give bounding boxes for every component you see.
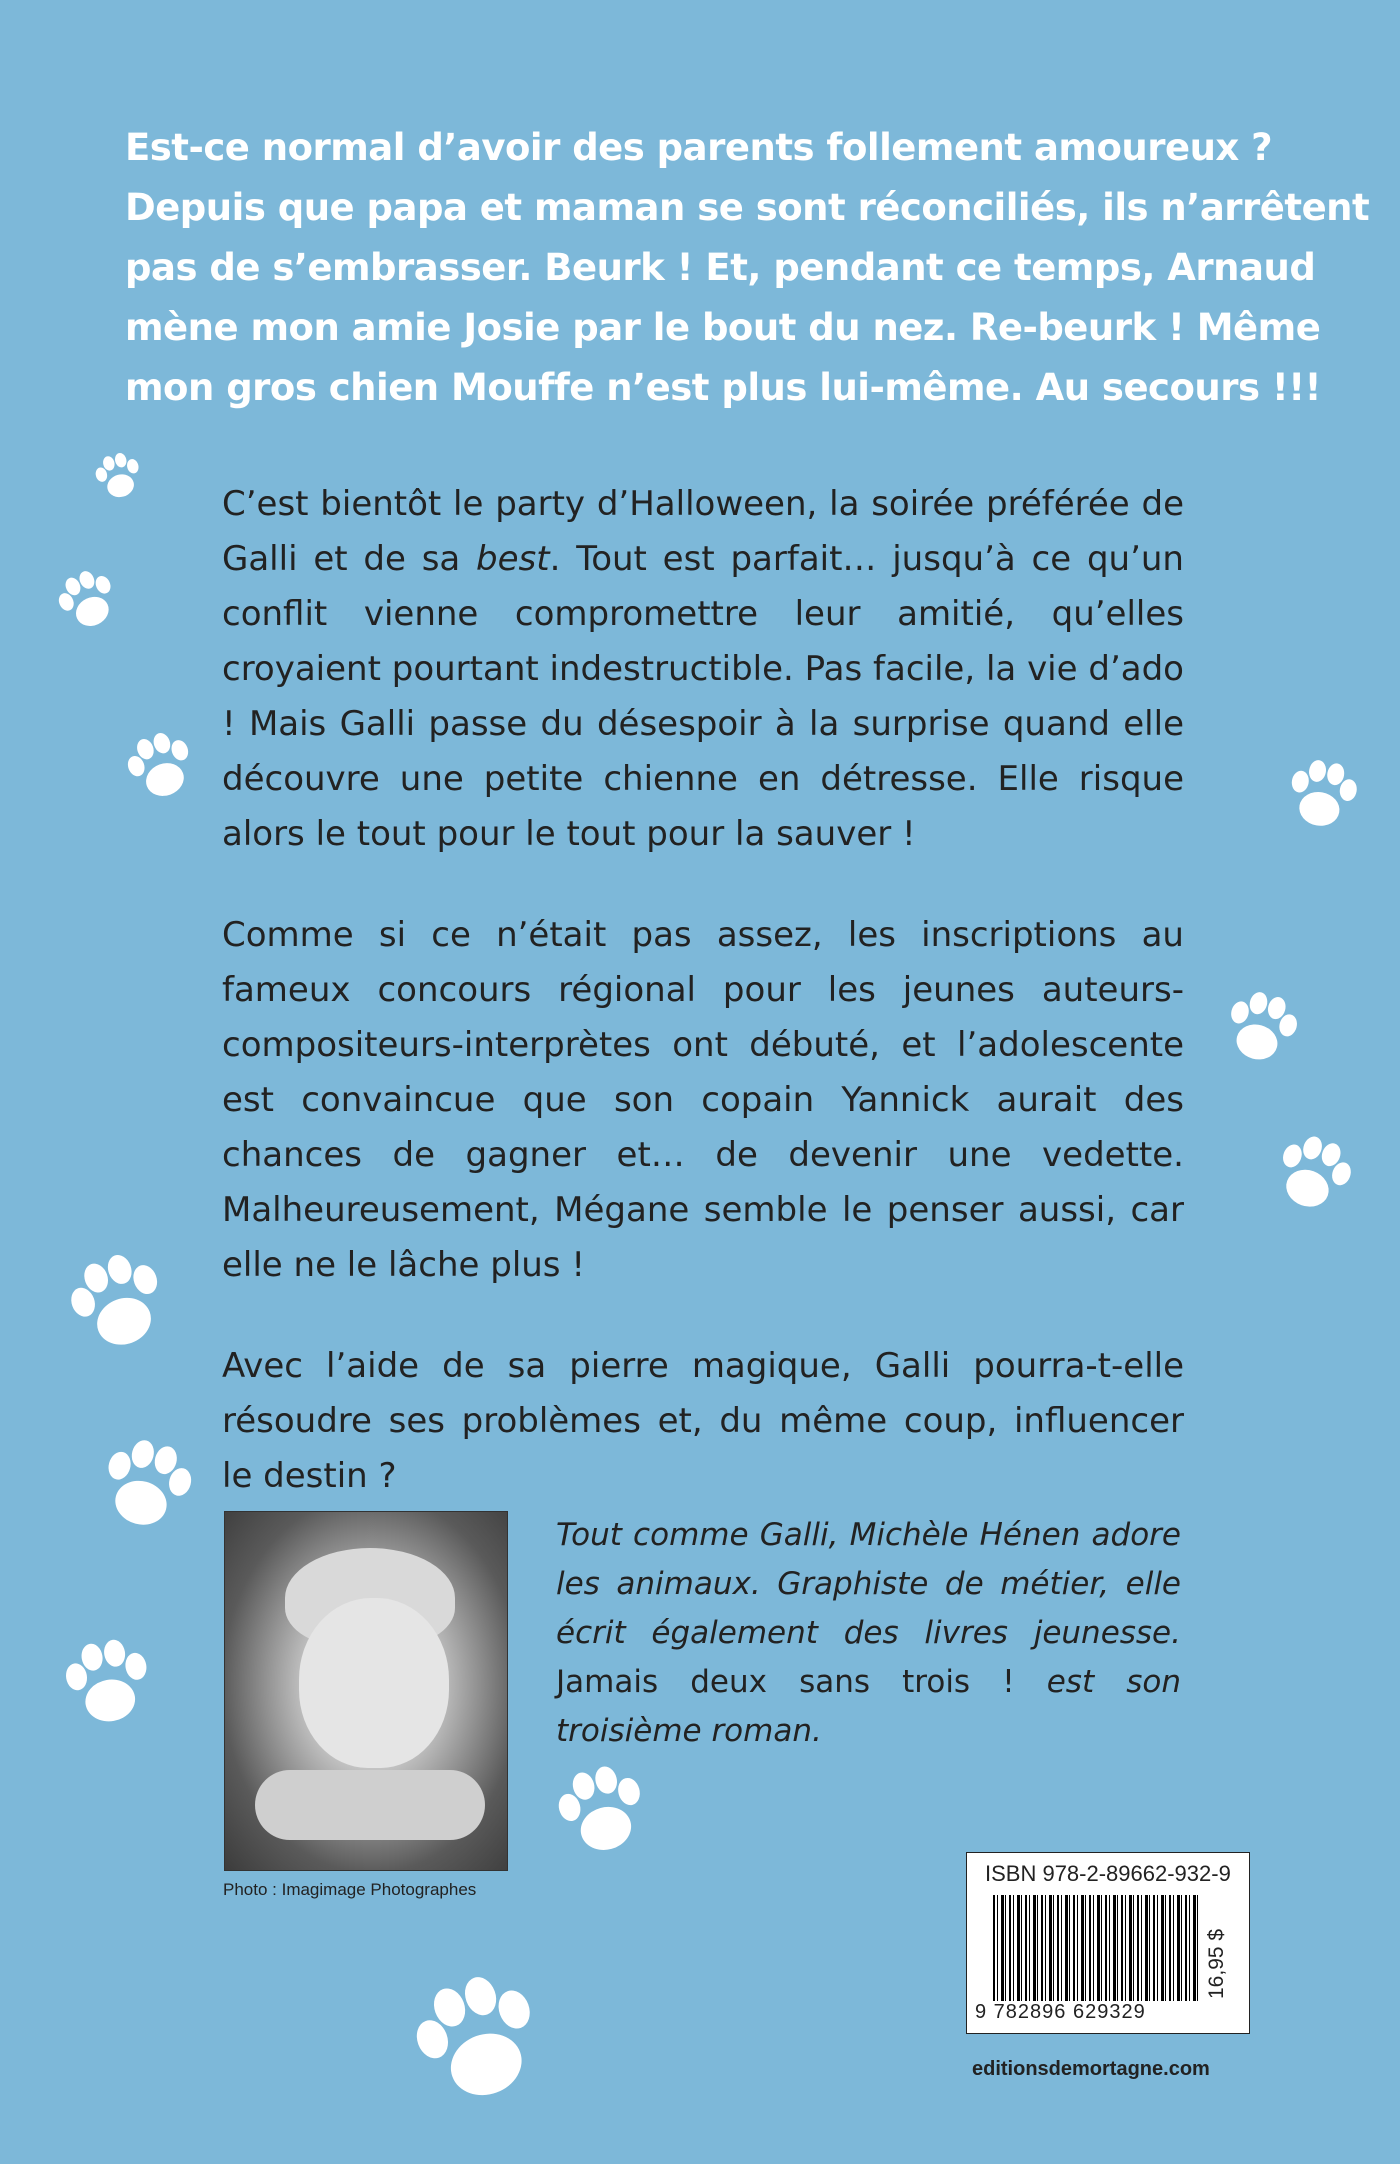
paw-print-icon xyxy=(1218,984,1304,1070)
synopsis-paragraph xyxy=(222,477,1184,862)
teaser-text xyxy=(125,118,1370,418)
author-bio-text: Tout comme Galli, Michèle Hénen adore les animaux. Graphiste de métier, elle écrit également des livres jeunesse. xyxy=(556,1517,1181,1651)
paw-print-icon xyxy=(55,1630,159,1734)
synopsis-text: . Tout est parfait… jusqu’à ce qu’un conflit vienne compromettre leur amitié, qu’elles croyaient pourtant indestructible. Pas facile, la vie d’ado ! Mais Galli passe du désespoir à la surprise quand elle découvre une petite chienne en détresse. Elle risque alors le tout pour le tout pour la sauver ! xyxy=(222,539,1184,854)
price-label: 16,95 $ xyxy=(1205,1928,1228,1999)
author-bio xyxy=(556,1511,1181,1756)
book-title: Jamais deux sans trois ! xyxy=(556,1664,1015,1700)
paw-print-icon xyxy=(92,1430,200,1538)
publisher-website: editionsdemortagne.com xyxy=(972,2058,1210,2080)
barcode-box xyxy=(966,1852,1250,2034)
teaser-line: pas de s’embrasser. Beurk ! Et, pendant ce temps, Arnaud xyxy=(125,246,1316,289)
paw-print-icon xyxy=(90,448,146,504)
author-photo xyxy=(224,1511,508,1871)
teaser-line: mon gros chien Mouffe n’est plus lui-même. Au secours !!! xyxy=(125,366,1322,409)
isbn-label: ISBN 978-2-89662-932-9 xyxy=(985,1861,1231,1886)
paw-print-icon xyxy=(120,726,200,806)
teaser-line: mène mon amie Josie par le bout du nez. Re-beurk ! Même xyxy=(125,306,1321,349)
paw-print-icon xyxy=(548,1757,654,1863)
barcode-bars xyxy=(993,1895,1199,2001)
paw-print-icon xyxy=(52,565,122,635)
author-photo-face xyxy=(299,1598,449,1768)
synopsis-text: C’est bientôt le party d’Halloween, la soirée préférée de Galli et de sa xyxy=(222,484,1184,579)
synopsis-emphasis: best xyxy=(476,539,550,579)
author-photo-arm xyxy=(255,1770,485,1840)
barcode-digits: 9 782896 629329 xyxy=(975,2001,1146,2023)
paw-print-icon xyxy=(402,1964,552,2114)
synopsis-paragraph: Avec l’aide de sa pierre magique, Galli pourra-t-elle résoudre ses problèmes et, du même coup, influencer le destin ? xyxy=(222,1346,1184,1496)
paw-print-icon xyxy=(1268,1128,1358,1218)
book-synopsis xyxy=(222,477,1184,1550)
paw-print-icon xyxy=(1280,752,1364,836)
teaser-line: Depuis que papa et maman se sont réconciliés, ils n’arrêtent xyxy=(125,186,1370,229)
teaser-line: Est-ce normal d’avoir des parents follement amoureux ? xyxy=(125,126,1273,169)
synopsis-paragraph: Comme si ce n’était pas assez, les inscriptions au fameux concours régional pour les jeunes auteurs-compositeurs-interprètes ont débuté, et l’adolescente est convaincue que son copain Yannick aurait des chances de gagner et… de devenir une vedette. Malheureusement, Mégane semble le penser aussi, car elle ne le lâche plus ! xyxy=(222,915,1184,1285)
paw-print-icon xyxy=(60,1245,174,1359)
author-bio-text: est son troisième roman. xyxy=(556,1664,1181,1749)
photo-credit: Photo : Imagimage Photographes xyxy=(223,1880,477,1899)
